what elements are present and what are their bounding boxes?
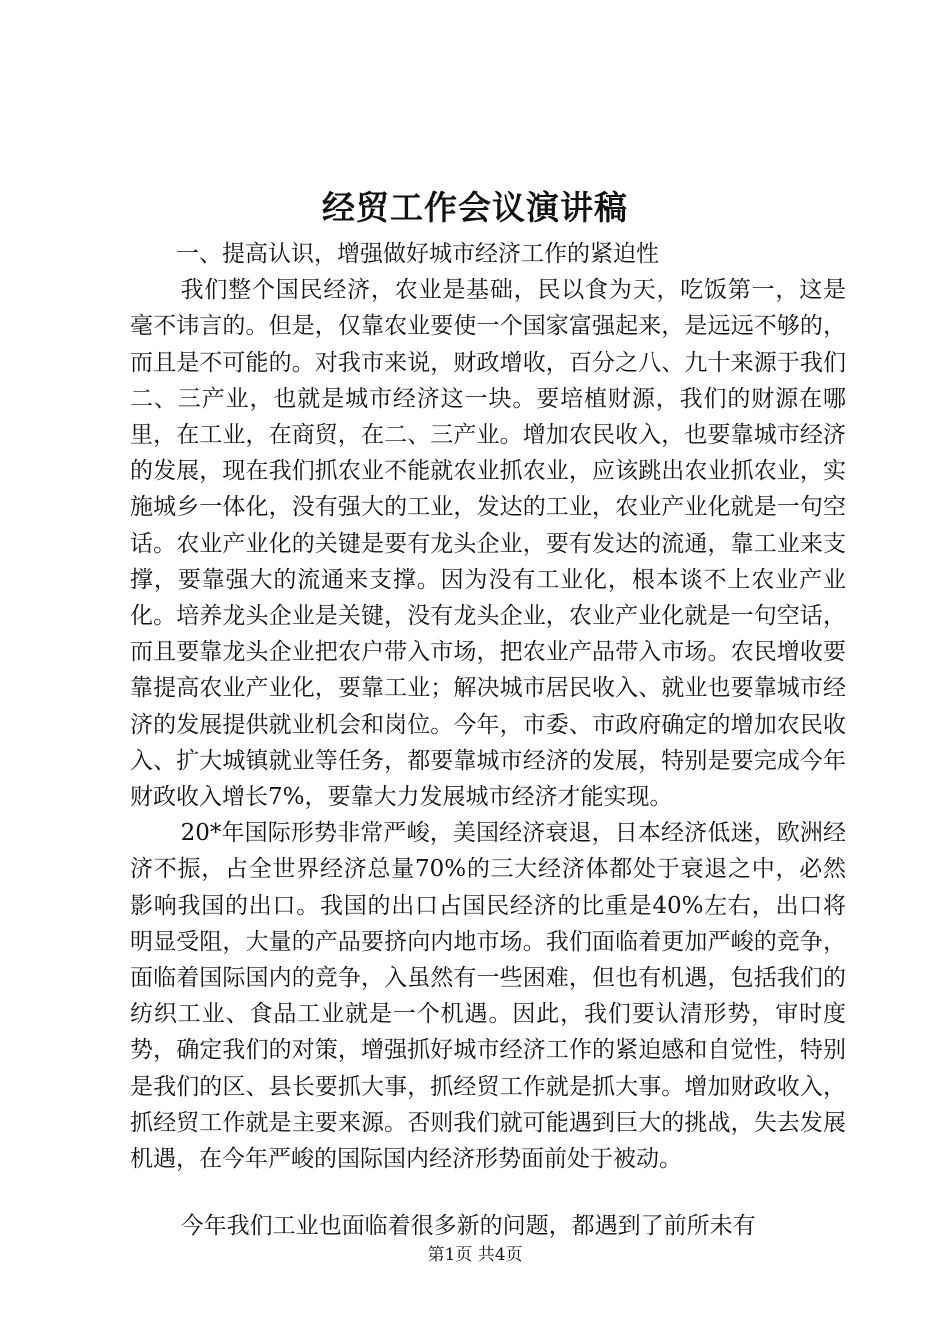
paragraph-3: 今年我们工业也面临着很多新的问题，都遇到了前所未有 bbox=[180, 1213, 756, 1240]
document-title: 经贸工作会议演讲稿 bbox=[322, 188, 628, 227]
page-footer: 第1页 共4页 bbox=[427, 1245, 523, 1265]
section-heading: 一、提高认识，增强做好城市经济工作的紧迫性 bbox=[176, 241, 659, 267]
paragraph-2: 20*年国际形势非常严峻，美国经济衰退，日本经济低迷，欧洲经济不振，占全世界经济总量70%的三大经济体都处于衰退之中，必然影响我国的出口。我国的出口占国民经济的比重是40%左右，出口将明显受阻，大量的产品要挤向内地市场。我们面临着更加严峻的竞争，面临着国际国内的竞争，入虽然有一些困难，但也有机遇，包括我们的纺织工业、食品工业就是一个机遇。因此，我们要认清形势，审时度势，确定我们的对策，增强抓好城市经济工作的紧迫感和自觉性，特别是我们的区、县长要抓大事，抓经贸工作就是抓大事。增加财政收入，抓经贸工作就是主要来源。否则我们就可能遇到巨大的挑战，失去发展机遇，在今年严峻的国际国内经济形势面前处于被动。 bbox=[130, 820, 846, 1173]
paragraph-1: 我们整个国民经济，农业是基础，民以食为天，吃饭第一，这是毫不讳言的。但是，仅靠农业要使一个国家富强起来，是远远不够的，而且是不可能的。对我市来说，财政增收，百分之八、九十来源于我们二、三产业，也就是城市经济这一块。要培植财源，我们的财源在哪里，在工业，在商贸，在二、三产业。增加农民收入，也要靠城市经济的发展，现在我们抓农业不能就农业抓农业，应该跳出农业抓农业，实施城乡一体化，没有强大的工业，发达的工业，农业产业化就是一句空话。农业产业化的关键是要有龙头企业，要有发达的流通，靠工业来支撑，要靠强大的流通来支撑。因为没有工业化，根本谈不上农业产业化。培养龙头企业是关键，没有龙头企业，农业产业化就是一句空话，而且要靠龙头企业把农户带入市场，把农业产品带入市场。农民增收要靠提高农业产业化，要靠工业；解决城市居民收入、就业也要靠城市经济的发展提供就业机会和岗位。今年，市委、市政府确定的增加农民收入、扩大城镇就业等任务，都要靠城市经济的发展，特别是要完成今年财政收入增长7%，要靠大力发展城市经济才能实现。 bbox=[130, 277, 846, 811]
document-body bbox=[130, 236, 846, 1244]
